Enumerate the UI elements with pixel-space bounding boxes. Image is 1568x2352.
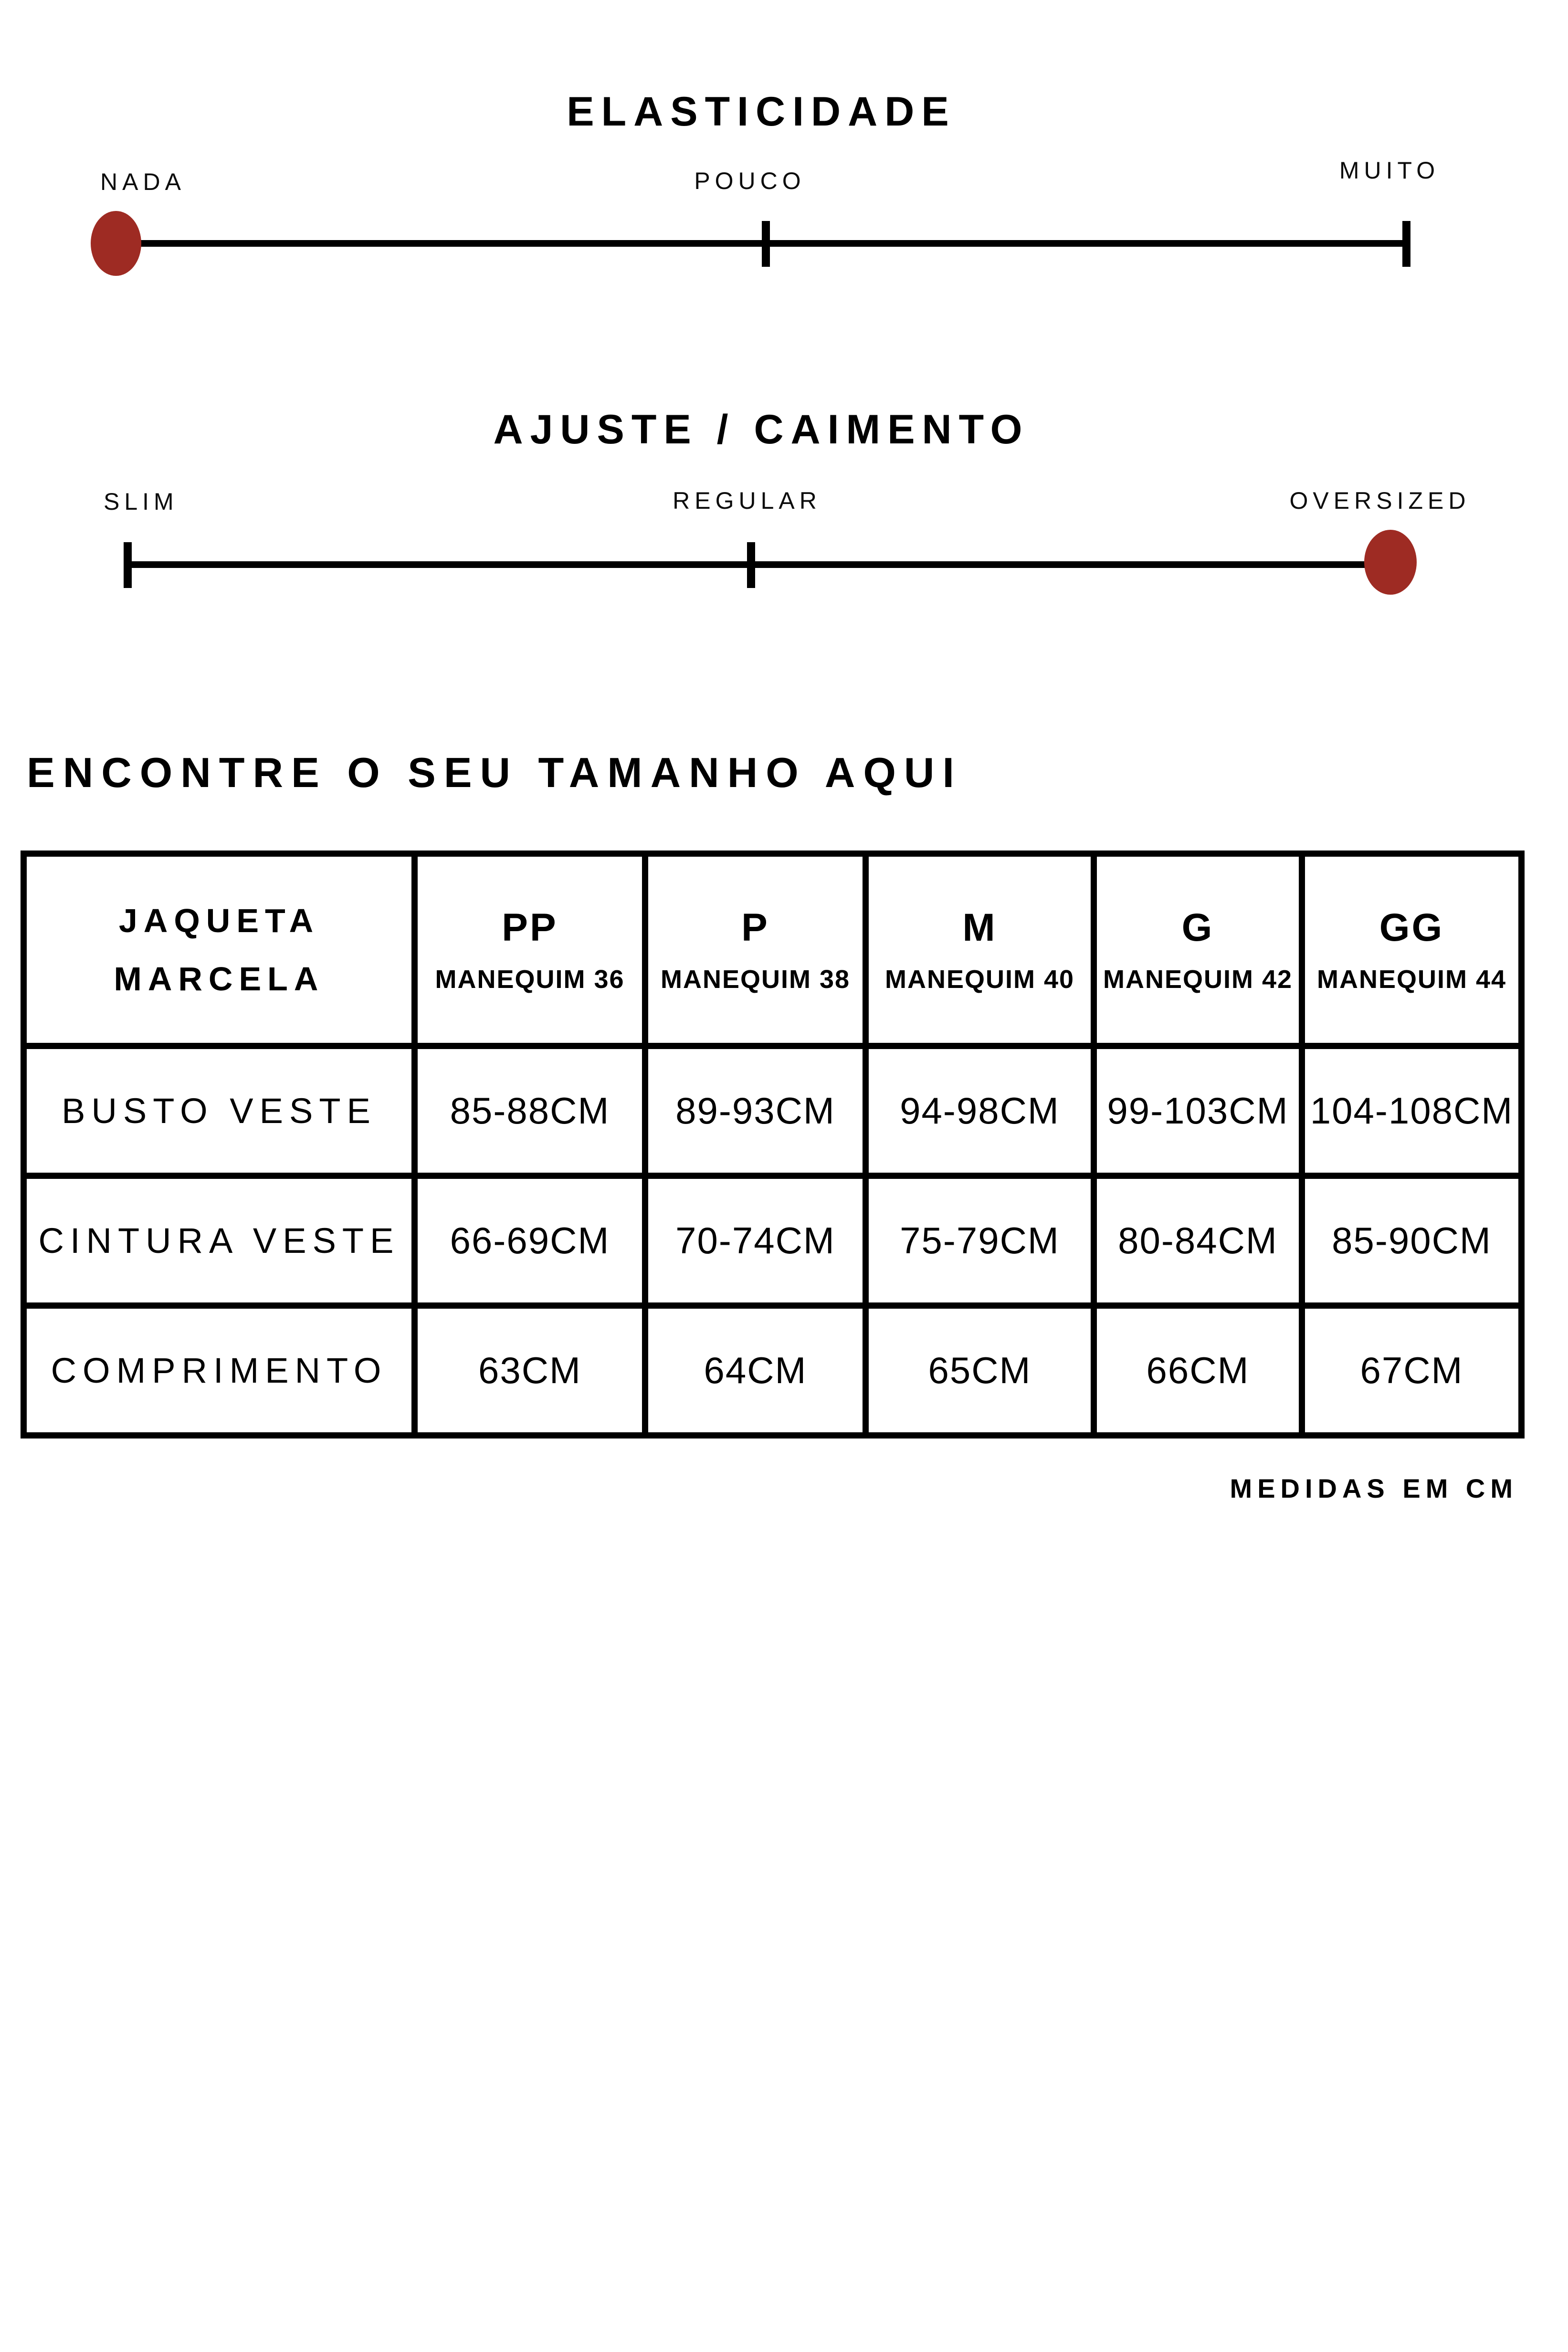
product-name-line1: JAQUETA: [118, 902, 320, 939]
busto-g: 99-103CM: [1094, 1046, 1302, 1176]
fit-title: AJUSTE / CAIMENTO: [493, 407, 1030, 452]
fit-start-tick: [124, 542, 132, 588]
fit-label-oversized: OVERSIZED: [1289, 487, 1471, 514]
busto-pp: 85-88CM: [415, 1046, 645, 1176]
size-table: [21, 850, 1525, 1438]
size-column-m: M MANEQUIM 40: [866, 854, 1094, 1046]
measurements-footnote: MEDIDAS EM CM: [1230, 1473, 1518, 1503]
elasticity-title: ELASTICIDADE: [567, 89, 956, 135]
elasticity-end-tick: [1402, 221, 1410, 267]
comprimento-p: 64CM: [645, 1306, 866, 1436]
busto-m: 94-98CM: [866, 1046, 1094, 1176]
comprimento-g: 66CM: [1094, 1306, 1302, 1436]
row-label-cintura: CINTURA VESTE: [24, 1176, 415, 1306]
row-label-busto: BUSTO VESTE: [24, 1046, 415, 1176]
table-row-busto: [24, 1046, 1522, 1176]
busto-p: 89-93CM: [645, 1046, 866, 1176]
table-row-cintura: [24, 1176, 1522, 1306]
comprimento-m: 65CM: [866, 1306, 1094, 1436]
comprimento-pp: 63CM: [415, 1306, 645, 1436]
cintura-g: 80-84CM: [1094, 1176, 1302, 1306]
fit-label-regular: REGULAR: [673, 487, 821, 514]
size-table-header-row: [24, 854, 1522, 1046]
fit-marker-dot: [1364, 530, 1417, 595]
elasticity-mid-tick: [762, 221, 770, 267]
cintura-gg: 85-90CM: [1302, 1176, 1522, 1306]
size-column-p: P MANEQUIM 38: [645, 854, 866, 1046]
fit-mid-tick: [747, 542, 755, 588]
product-name-line2: MARCELA: [114, 960, 325, 998]
size-column-gg: GG MANEQUIM 44: [1302, 854, 1522, 1046]
fit-label-slim: SLIM: [104, 488, 179, 515]
cintura-p: 70-74CM: [645, 1176, 866, 1306]
fit-slider-track: [127, 561, 1390, 568]
cintura-pp: 66-69CM: [415, 1176, 645, 1306]
find-your-size-heading: ENCONTRE O SEU TAMANHO AQUI: [27, 749, 962, 796]
row-label-comprimento: COMPRIMENTO: [24, 1306, 415, 1436]
size-column-pp: PP MANEQUIM 36: [415, 854, 645, 1046]
size-column-g: G MANEQUIM 42: [1094, 854, 1302, 1046]
comprimento-gg: 67CM: [1302, 1306, 1522, 1436]
elasticity-label-muito: MUITO: [1339, 157, 1440, 184]
elasticity-label-nada: NADA: [100, 168, 186, 195]
busto-gg: 104-108CM: [1302, 1046, 1522, 1176]
elasticity-label-pouco: POUCO: [694, 168, 806, 194]
table-row-comprimento: [24, 1306, 1522, 1436]
cintura-m: 75-79CM: [866, 1176, 1094, 1306]
elasticity-marker-dot: [91, 211, 141, 276]
product-name-cell: [24, 854, 415, 1046]
